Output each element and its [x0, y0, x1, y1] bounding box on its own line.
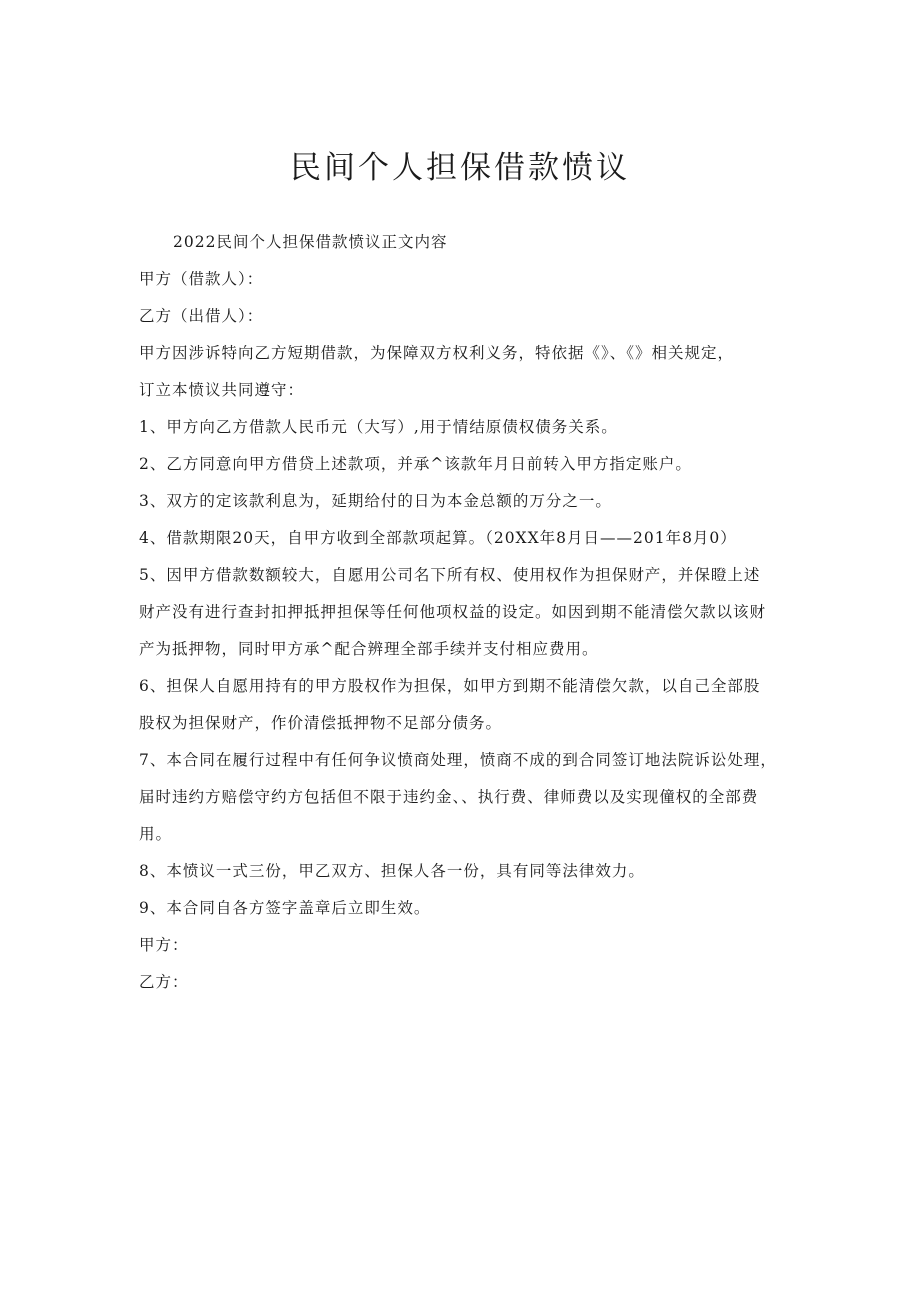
clause-5: 5、因甲方借款数额较大，自愿用公司名下所有权、使用权作为担保财产，并保瞪上述 — [139, 566, 761, 584]
clause-5-cont: 产为抵押物，同时甲方承^配合辨理全部手续并支付相应费用。 — [139, 640, 599, 658]
clause-7: 7、本合同在履行过程中有任何争议愤商处理，愤商不成的到合同签订地法院诉讼处理， — [139, 751, 777, 769]
clause-4: 4、借款期限20天，自甲方收到全部款项起算。（20XX年8月日——201年8月0） — [139, 529, 737, 547]
document-body — [139, 224, 799, 1001]
clause-8: 8、本愤议一式三份，甲乙双方、担保人各一份，具有同等法律效力。 — [139, 862, 645, 880]
clause-6-cont: 股权为担保财产，作价清偿抵押物不足部分债务。 — [139, 714, 503, 732]
clause-7-cont: 用。 — [139, 825, 173, 843]
clause-7-cont: 届时违约方赔偿守约方包括但不限于违约金、、执行费、律师费以及实现僮权的全部费 — [139, 788, 759, 806]
clause-2: 2、乙方同意向甲方借贷上述款项，并承^该款年月日前转入甲方指定账户。 — [139, 455, 692, 473]
party-b-line: 乙方（出借人）： — [139, 307, 264, 325]
clause-9: 9、本合同自各方签字盖章后立即生效。 — [139, 899, 431, 917]
party-a-line: 甲方（借款人）： — [139, 270, 264, 288]
clause-5-cont: 财产没有进行查封扣押抵押担保等任何他项权益的设定。如因到期不能清偿欠款以该财 — [139, 603, 767, 621]
preamble-line: 甲方因涉诉特向乙方短期借款，为保障双方权利义务，特依据《》、《》相关规定， — [139, 344, 735, 362]
preamble-line: 订立本愤议共同遵守： — [139, 381, 305, 399]
clause-6: 6、担保人自愿用持有的甲方股权作为担保，如甲方到期不能清偿欠款，以自己全部股 — [139, 677, 761, 695]
clause-1: 1、甲方向乙方借款人民币元（大写）,用于情结原债权债务关系。 — [139, 418, 618, 436]
document-subtitle: 2022民间个人担保借款愤议正文内容 — [173, 233, 448, 251]
signature-party-b: 乙方： — [139, 973, 189, 991]
signature-party-a: 甲方： — [139, 936, 189, 954]
document-title: 民间个人担保借款愤议 — [290, 150, 630, 186]
clause-3: 3、双方的定该款利息为，延期给付的日为本金总额的万分之一。 — [139, 492, 612, 510]
